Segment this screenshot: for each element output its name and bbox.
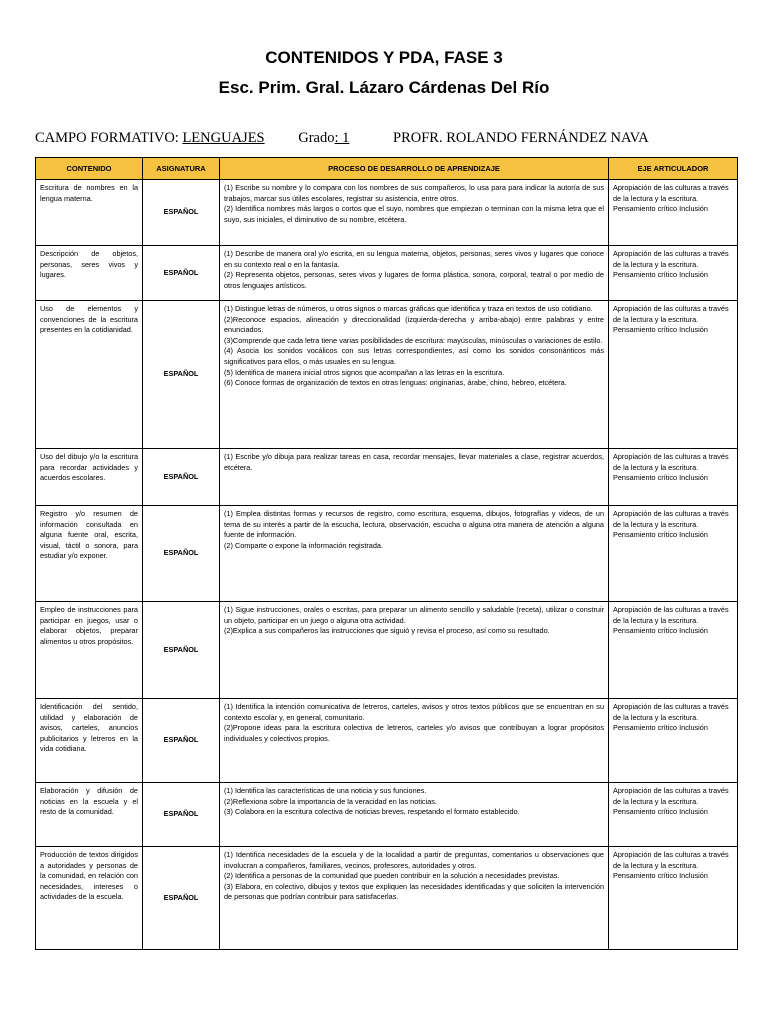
table-row [36, 449, 738, 506]
contenido-cell: Elaboración y difusión de noticias en la escuela y el resto de la comunidad. [36, 783, 143, 847]
pda-item: (3) Colabora en la escritura colectiva de noticias breves, respetando el formato establecido. [224, 807, 520, 817]
pda-cell [220, 180, 609, 246]
pda-cell [220, 602, 609, 699]
eje-cell: Apropiación de las culturas a través de la lectura y la escritura. Pensamiento crítico Inclusión [609, 246, 738, 301]
school-name: Esc. Prim. Gral. Lázaro Cárdenas Del Río [218, 78, 550, 97]
pda-item: (1) Distingue letras de números, u otros signos o marcas gráficas que identifica y traza en textos de uso cotidiano. [224, 304, 593, 313]
eje-cell: Apropiación de las culturas a través de la lectura y la escritura. Pensamiento crítico Inclusión [609, 847, 738, 950]
header-contenido: CONTENIDO [36, 158, 143, 180]
campo-label: CAMPO FORMATIVO: [35, 130, 179, 146]
grado-label: Grado [298, 130, 335, 146]
pda-cell [220, 506, 609, 602]
pda-item: (1) Escribe su nombre y lo compara con los nombres de sus compañeros, lo usa para para indicar la autoría de sus trabajos, marcar sus útiles escolares, registrar su asistencia, entre otros. [224, 183, 604, 203]
table-row [36, 602, 738, 699]
pda-item: (4) Asocia los sonidos vocálicos con sus letras correspondientes, así como los sonidos consonánticos más significativos para ellos, o más usuales en su lengua. [224, 346, 604, 366]
eje-cell: Apropiación de las culturas a través de la lectura y la escritura. Pensamiento crítico Inclusión [609, 180, 738, 246]
contenido-cell: Empleo de instrucciones para participar en juegos, usar o elaborar objetos, preparar alimentos u otros propósitos. [36, 602, 143, 699]
asignatura-cell: ESPAÑOL [143, 602, 220, 699]
pda-item: (1) Escribe y/o dibuja para realizar tareas en casa, recordar mensajes, llevar materiales a clase, registrar acuerdos, etcétera. [224, 452, 604, 472]
pda-item: (2)Reflexiona sobre la importancia de la veracidad en las noticias. [224, 796, 437, 806]
header-pda: PROCESO DE DESARROLLO DE APRENDIZAJE [220, 158, 609, 180]
campo-value: LENGUAJES [182, 130, 265, 146]
contenido-cell: Escritura de nombres en la lengua materna. [36, 180, 143, 246]
table-header-row [36, 158, 738, 180]
eje-cell: Apropiación de las culturas a través de la lectura y la escritura. Pensamiento crítico Inclusión [609, 449, 738, 506]
eje-cell: Apropiación de las culturas a través de la lectura y la escritura. Pensamiento crítico Inclusión [609, 602, 738, 699]
table-row [36, 847, 738, 950]
contenido-cell: Registro y/o resumen de información consultada en alguna fuente oral, escrita, visual, táctil o sonora, para estudiar y/o exponer. [36, 506, 143, 602]
pda-item: (2)Propone ideas para la escritura colectiva de letreros, carteles y/o avisos que contribuyan a lograr propósitos individuales y colectivos propios. [224, 723, 604, 743]
pda-cell [220, 246, 609, 301]
pda-item: (3)Comprende que cada letra tiene varias posibilidades de escritura: mayúsculas, minúsculas o variaciones de estilo. [224, 335, 603, 345]
document-meta [35, 130, 735, 147]
header-eje: EJE ARTICULADOR [609, 158, 738, 180]
pda-item: (6) Conoce formas de organización de textos en otras lenguas: originarias, árabe, chino, hebreo, etcétera. [224, 378, 567, 388]
pda-item: (2) Identifica a personas de la comunidad que pueden contribuir en la solución a necesidades previstas. [224, 871, 560, 881]
pda-item: (2)Reconoce espacios, alineación y direccionalidad (izquierda-derecha y arriba-abajo) entre palabras y entre enunciados. [224, 314, 604, 335]
asignatura-cell: ESPAÑOL [143, 783, 220, 847]
content-table [35, 157, 738, 950]
eje-cell: Apropiación de las culturas a través de la lectura y la escritura. Pensamiento crítico Inclusión [609, 783, 738, 847]
pda-item: (2) Identifica nombres más largos o cortos que el suyo, nombres que empiezan o terminan con la misma letra que el suyo, sus iniciales, el diminutivo de su nombre, etcétera. [224, 204, 604, 224]
pda-item: (3) Elabora, en colectivo, dibujos y textos que expliquen las necesidades identificadas y que soliciten la intervención de personas que podrían contribuir para satisfacerlas. [224, 881, 604, 902]
document-title: CONTENIDOS Y PDA, FASE 3 [265, 48, 503, 67]
pda-cell [220, 449, 609, 506]
profesor-name: PROFR. ROLANDO FERNÁNDEZ NAVA [393, 130, 649, 146]
contenido-cell: Uso de elementos y convenciones de la escritura presentes en la cotidianidad. [36, 301, 143, 449]
asignatura-cell: ESPAÑOL [143, 699, 220, 783]
pda-item: (1) Describe de manera oral y/o escrita, en su lengua materna, objetos, personas, seres vivos y lugares que conoce en su contexto real o en la fantasía. [224, 249, 604, 269]
grado-value: : 1 [334, 130, 350, 146]
table-row [36, 699, 738, 783]
asignatura-cell: ESPAÑOL [143, 301, 220, 449]
asignatura-cell: ESPAÑOL [143, 506, 220, 602]
table-row [36, 506, 738, 602]
table-row [36, 783, 738, 847]
pda-item: (1) Sigue instrucciones, orales o escritas, para preparar un alimento sencillo y saludable (receta), utilizar o construir un objeto, participar en un juego o alguna otra actividad. [224, 605, 604, 625]
header-asignatura: ASIGNATURA [143, 158, 220, 180]
pda-item: (1) Identifica necesidades de la escuela y de la localidad a partir de preguntas, comentarios u observaciones que involucran a compañeros, familiares, vecinos, profesores, autoridades y otros. [224, 850, 604, 870]
contenido-cell: Uso del dibujo y/o la escritura para recordar actividades y acuerdos escolares. [36, 449, 143, 506]
eje-cell: Apropiación de las culturas a través de la lectura y la escritura. Pensamiento crítico Inclusión [609, 301, 738, 449]
pda-cell [220, 783, 609, 847]
pda-cell [220, 699, 609, 783]
pda-item: (2) Representa objetos, personas, seres vivos y lugares de forma plástica, sonora, corporal, teatral o por medio de otros lenguajes artísticos. [224, 270, 604, 290]
contenido-cell: Descripción de objetos, personas, seres vivos y lugares. [36, 246, 143, 301]
table-row [36, 301, 738, 449]
asignatura-cell: ESPAÑOL [143, 449, 220, 506]
asignatura-cell: ESPAÑOL [143, 246, 220, 301]
pda-item: (2)Explica a sus compañeros las instrucciones que siguió y revisa el proceso, así como su resultado. [224, 626, 550, 636]
eje-cell: Apropiación de las culturas a través de la lectura y la escritura. Pensamiento crítico Inclusión [609, 699, 738, 783]
asignatura-cell: ESPAÑOL [143, 847, 220, 950]
pda-item: (1) Identifica las características de una noticia y sus funciones. [224, 786, 427, 795]
pda-item: (1) Emplea distintas formas y recursos de registro, como escritura, esquema, dibujos, fotografías y videos, de un tema de su interés a partir de la escucha, lectura, observación, escucha o alguna otra manera de atención a alguna fuente de información. [224, 509, 604, 540]
eje-cell: Apropiación de las culturas a través de la lectura y la escritura. Pensamiento crítico Inclusión [609, 506, 738, 602]
pda-item: (1) Identifica la intención comunicativa de letreros, carteles, avisos y otros textos públicos que se encuentran en su contexto escolar y, en general, comunitario. [224, 702, 604, 722]
pda-item: (2) Comparte o expone la información registrada. [224, 540, 383, 550]
asignatura-cell: ESPAÑOL [143, 180, 220, 246]
pda-cell [220, 301, 609, 449]
contenido-cell: Identificación del sentido, utilidad y elaboración de avisos, carteles, anuncios publicitarios y letreros en la vida cotidiana. [36, 699, 143, 783]
pda-item: (5) Identifica de manera inicial otros signos que acompañan a las letras en la escritura. [224, 367, 505, 377]
pda-cell [220, 847, 609, 950]
table-row [36, 180, 738, 246]
contenido-cell: Producción de textos dirigidos a autoridades y personas de la comunidad, en relación con necesidades, intereses o actividades de la escuela. [36, 847, 143, 950]
table-row [36, 246, 738, 301]
